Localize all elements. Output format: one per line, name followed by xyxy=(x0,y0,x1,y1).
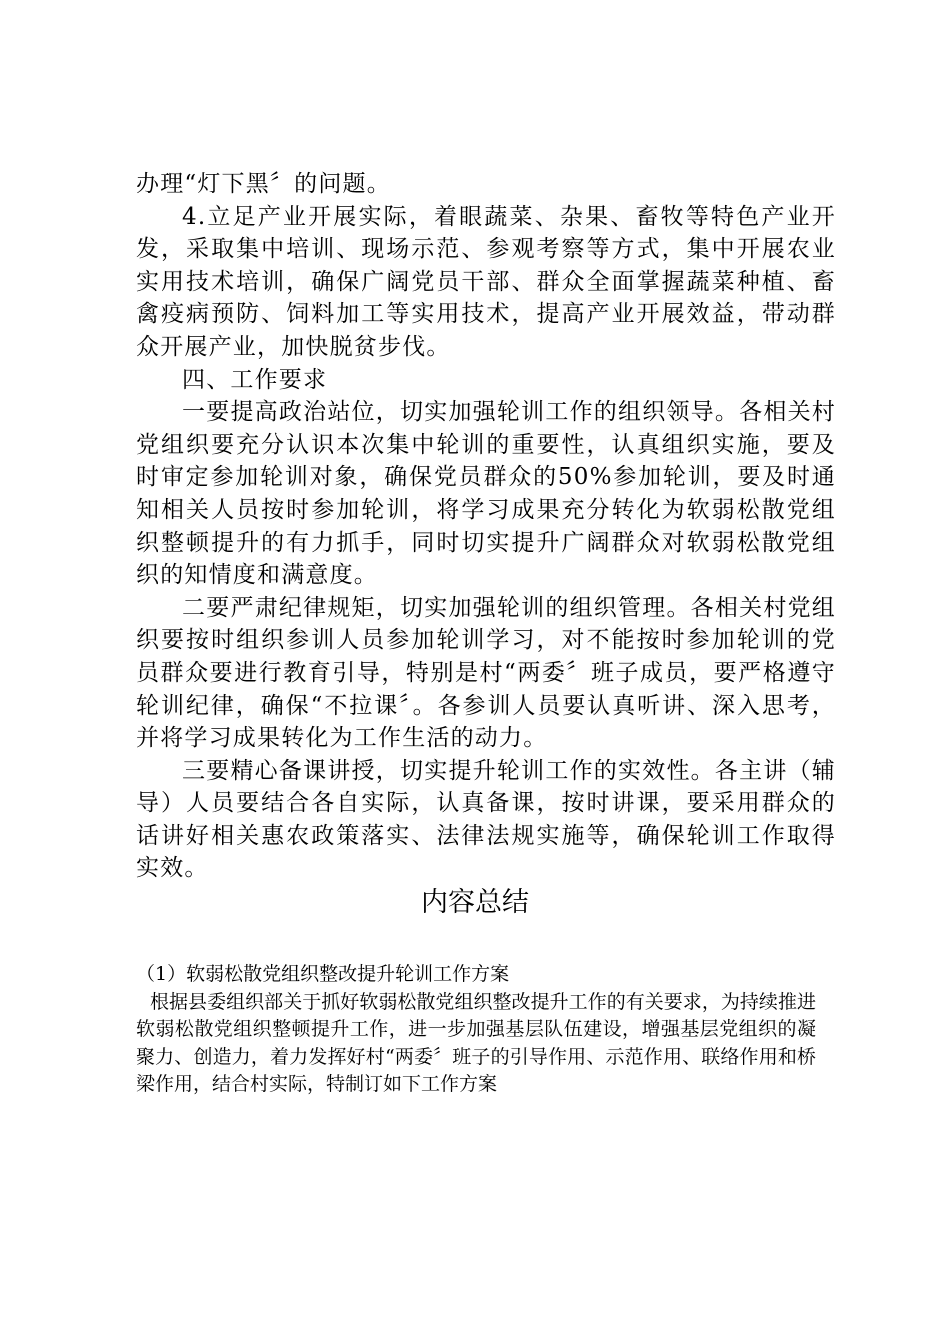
document-body xyxy=(136,168,836,885)
paragraph-item-4: 4.立足产业开展实际，着眼蔬菜、杂果、畜牧等特色产业开发，采取集中培训、现场示范、参观考察等方式，集中开展农业实用技术培训，确保广阔党员干部、群众全面掌握蔬菜种植、畜禽疫病预防、饲料加工等实用技术，提高产业开展效益，带动群众开展产业，加快脱贫步伐。 xyxy=(136,203,836,360)
section-heading-work-requirements: 四、工作要求 xyxy=(182,366,328,393)
summary-item-body: 根据县委组织部关于抓好软弱松散党组织整改提升工作的有关要求，为持续推进软弱松散党组织整顿提升工作，进一步加强基层队伍建设，增强基层党组织的凝聚力、创造力，着力发挥好村“两委〞班子的引导作用、示范作用、联络作用和桥梁作用，结合村实际，特制订如下工作方案 xyxy=(136,990,816,1095)
summary-item-heading: （1）软弱松散党组织整改提升轮训工作方案 xyxy=(136,963,510,985)
paragraph-requirement-2: 二要严肃纪律规矩，切实加强轮训的组织管理。各相关村党组织要按时组织参训人员参加轮训学习，对不能按时参加轮训的党员群众要进行教育引导，特别是村“两委〞班子成员，要严格遵守轮训纪律，确保“不拉课〞。各参训人员要认真听讲、深入思考，并将学习成果转化为工作生活的动力。 xyxy=(136,594,836,752)
paragraph-continuation: 办理“灯下黑〞的问题。 xyxy=(136,171,391,197)
summary-section xyxy=(136,961,816,1099)
paragraph-requirement-1: 一要提高政治站位，切实加强轮训工作的组织领导。各相关村党组织要充分认识本次集中轮训的重要性，认真组织实施，要及时审定参加轮训对象，确保党员群众的50%参加轮训，要及时通知相关人员按时参加轮训，将学习成果充分转化为软弱松散党组织整顿提升的有力抓手，同时切实提升广阔群众对软弱松散党组织的知情度和满意度。 xyxy=(136,399,836,589)
paragraph-requirement-3: 三要精心备课讲授，切实提升轮训工作的实效性。各主讲（辅导）人员要结合各自实际，认真备课，按时讲课，要采用群众的话讲好相关惠农政策落实、法律法规实施等，确保轮训工作取得实效。 xyxy=(136,757,836,882)
summary-title: 内容总结 xyxy=(421,887,529,918)
